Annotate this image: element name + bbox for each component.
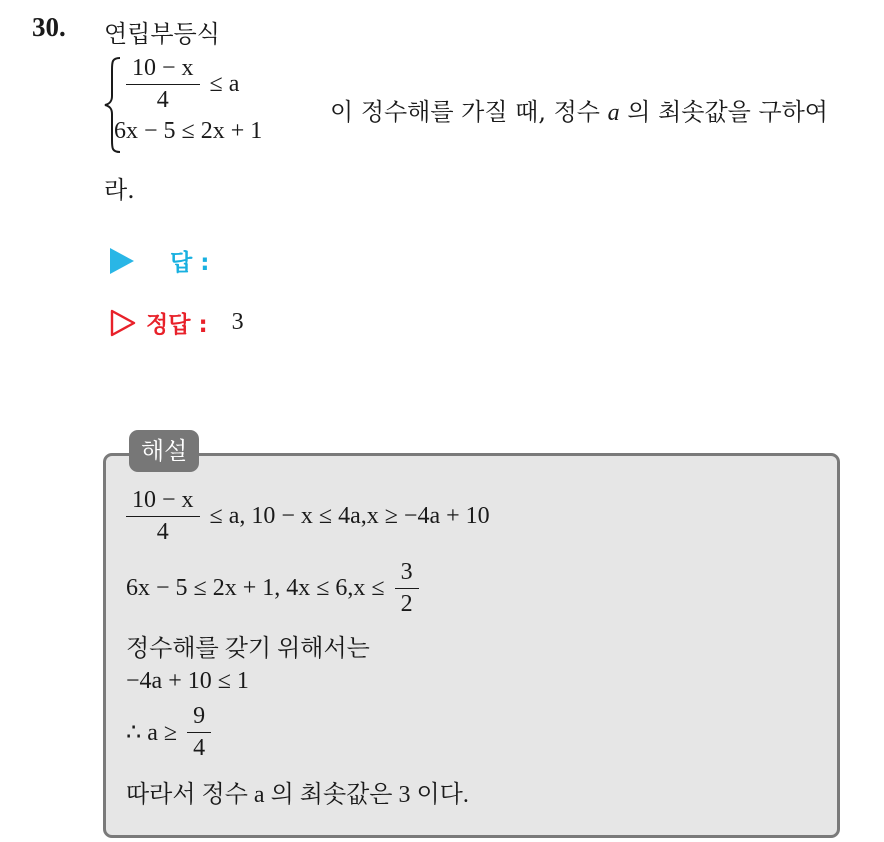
inequality-1 — [126, 56, 239, 113]
solution-line-4: −4a + 10 ≤ 1 — [126, 668, 249, 694]
fraction — [126, 56, 200, 113]
correct-answer-value: 3 — [231, 309, 244, 335]
fraction-denominator: 4 — [156, 519, 169, 546]
answer-row — [110, 244, 209, 277]
play-outline-icon — [110, 309, 136, 337]
statement-part-a: 이 정수해를 가질 때, 정수 — [330, 98, 600, 126]
fraction-denominator: 4 — [193, 735, 206, 762]
fraction — [126, 488, 200, 545]
solution-line-2 — [126, 560, 419, 617]
solution-line-3: 정수해를 갖기 위해서는 — [126, 636, 370, 662]
inequality-2: 6x − 5 ≤ 2x + 1 — [114, 118, 263, 144]
solution-line-5-prefix: ∴ a ≥ — [126, 720, 178, 747]
solution-tab: 해설 — [129, 430, 199, 472]
question-statement-end: 라. — [104, 176, 135, 204]
fraction-denominator: 4 — [156, 87, 169, 114]
fraction — [187, 704, 211, 761]
fraction-denominator: 2 — [400, 591, 413, 618]
play-icon — [110, 248, 134, 274]
fraction-numerator: 3 — [395, 560, 419, 589]
answer-label: 답 : — [170, 250, 210, 276]
solution-line-5 — [126, 704, 211, 761]
question-statement — [330, 92, 828, 127]
question-title: 연립부등식 — [104, 20, 220, 48]
solution-line-6: 따라서 정수 a 의 최솟값은 3 이다. — [126, 782, 469, 808]
question-number: 30. — [32, 12, 66, 42]
statement-variable: a — [607, 100, 620, 126]
statement-part-b: 의 최솟값을 구하여 — [627, 98, 828, 126]
inequality-1-rest: ≤ a — [209, 71, 240, 98]
correct-answer-row — [110, 306, 244, 339]
solution-line-2-prefix: 6x − 5 ≤ 2x + 1, 4x ≤ 6,x ≤ — [126, 575, 385, 602]
fraction-numerator: 10 − x — [126, 488, 200, 517]
fraction-numerator: 10 − x — [126, 56, 200, 85]
solution-line-1 — [126, 488, 490, 545]
fraction-numerator: 9 — [187, 704, 211, 733]
correct-answer-label: 정답 : — [146, 312, 208, 338]
solution-line-1-rest: ≤ a, 10 − x ≤ 4a,x ≥ −4a + 10 — [209, 503, 490, 530]
fraction — [395, 560, 419, 617]
